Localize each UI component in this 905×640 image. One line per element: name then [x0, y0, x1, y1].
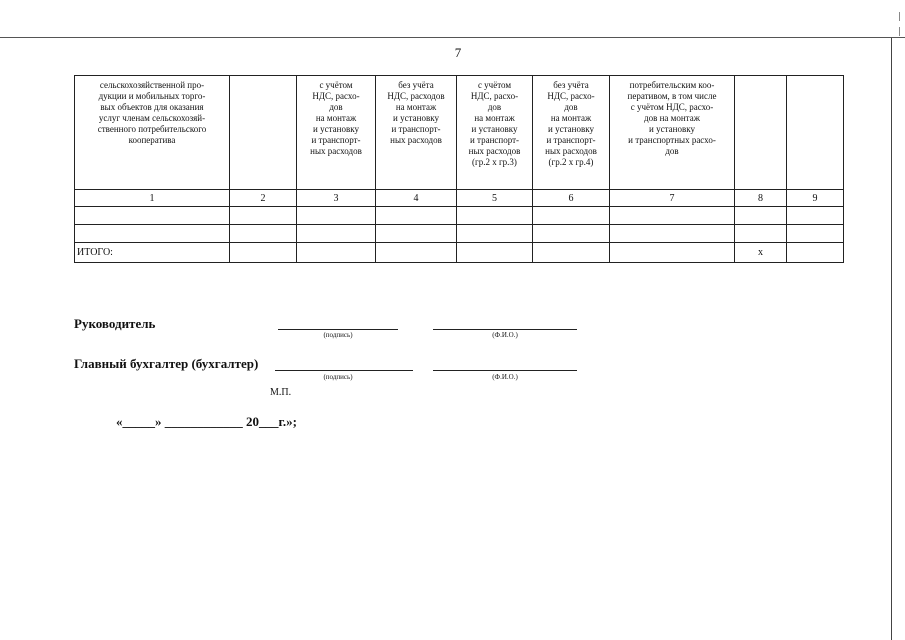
margin-tick — [899, 27, 900, 36]
header-cell-6: без учёта НДС, расхо- дов на монтаж и установку и транспорт- ных расходов (гр.2 х гр.4) — [533, 76, 610, 190]
column-number: 9 — [787, 190, 844, 207]
table-cell — [610, 225, 735, 243]
table-cell — [787, 225, 844, 243]
column-number: 6 — [533, 190, 610, 207]
column-number: 3 — [297, 190, 376, 207]
table-cell — [735, 207, 787, 225]
right-margin-rule — [891, 38, 892, 640]
table-cell — [297, 207, 376, 225]
table-cell — [610, 207, 735, 225]
top-rule — [0, 37, 905, 38]
table-cell — [787, 243, 844, 263]
cost-table — [74, 75, 844, 263]
table-row — [75, 207, 844, 225]
head-signature-caption: (подпись) — [323, 331, 353, 339]
table-cell — [230, 243, 297, 263]
accountant-label: Главный бухгалтер (бухгалтер) — [74, 356, 259, 371]
table-cell — [230, 225, 297, 243]
header-cell-9 — [787, 76, 844, 190]
header-cell-7: потребительским коо- перативом, в том числе с учётом НДС, расхо- дов на монтаж и установку и транспортных расхо- дов — [610, 76, 735, 190]
accountant-name-caption: (Ф.И.О.) — [492, 373, 518, 381]
table-cell — [376, 225, 457, 243]
header-cell-4: без учёта НДС, расходов на монтаж и установку и транспорт- ных расходов — [376, 76, 457, 190]
table-cell — [297, 225, 376, 243]
head-label: Руководитель — [74, 316, 156, 331]
table-cell — [376, 207, 457, 225]
column-number: 4 — [376, 190, 457, 207]
table-cell — [735, 225, 787, 243]
column-number: 8 — [735, 190, 787, 207]
header-cell-8 — [735, 76, 787, 190]
header-cell-1: сельскохозяйственной про- дукции и мобильных торго- вых объектов для оказания услуг членам сельскохозяй- ственного потребительского кооператива — [75, 76, 230, 190]
page-number: 7 — [454, 45, 462, 60]
margin-tick — [899, 12, 900, 21]
accountant-signature-caption: (подпись) — [323, 373, 353, 381]
table-cell — [787, 207, 844, 225]
table-cell — [75, 225, 230, 243]
column-number: 7 — [610, 190, 735, 207]
accountant-name-line — [433, 370, 577, 371]
column-number: 2 — [230, 190, 297, 207]
table-cell — [230, 207, 297, 225]
head-signature-line — [278, 329, 398, 330]
table-cell — [533, 243, 610, 263]
header-cell-5: с учётом НДС, расхо- дов на монтаж и установку и транспорт- ных расходов (гр.2 х гр.3) — [457, 76, 533, 190]
total-label: ИТОГО: — [75, 243, 230, 263]
table-cell — [457, 207, 533, 225]
table-cell — [376, 243, 457, 263]
header-cell-3: с учётом НДС, расхо- дов на монтаж и установку и транспорт- ных расходов — [297, 76, 376, 190]
column-number-row — [75, 190, 844, 207]
table-cell — [533, 207, 610, 225]
head-name-caption: (Ф.И.О.) — [492, 331, 518, 339]
table-cell — [610, 243, 735, 263]
column-number: 5 — [457, 190, 533, 207]
table-cell — [457, 243, 533, 263]
table-cell — [457, 225, 533, 243]
accountant-signature-line — [275, 370, 413, 371]
total-row — [75, 243, 844, 263]
table-header-row — [75, 76, 844, 190]
date-line: «_____» ____________ 20___г.»; — [116, 414, 298, 429]
table-cell — [75, 207, 230, 225]
header-cell-2 — [230, 76, 297, 190]
stamp-placeholder: М.П. — [270, 387, 292, 398]
column-number: 1 — [75, 190, 230, 207]
table-cell — [533, 225, 610, 243]
head-name-line — [433, 329, 577, 330]
total-col8-mark: х — [735, 243, 787, 263]
table-row — [75, 225, 844, 243]
table-cell — [297, 243, 376, 263]
